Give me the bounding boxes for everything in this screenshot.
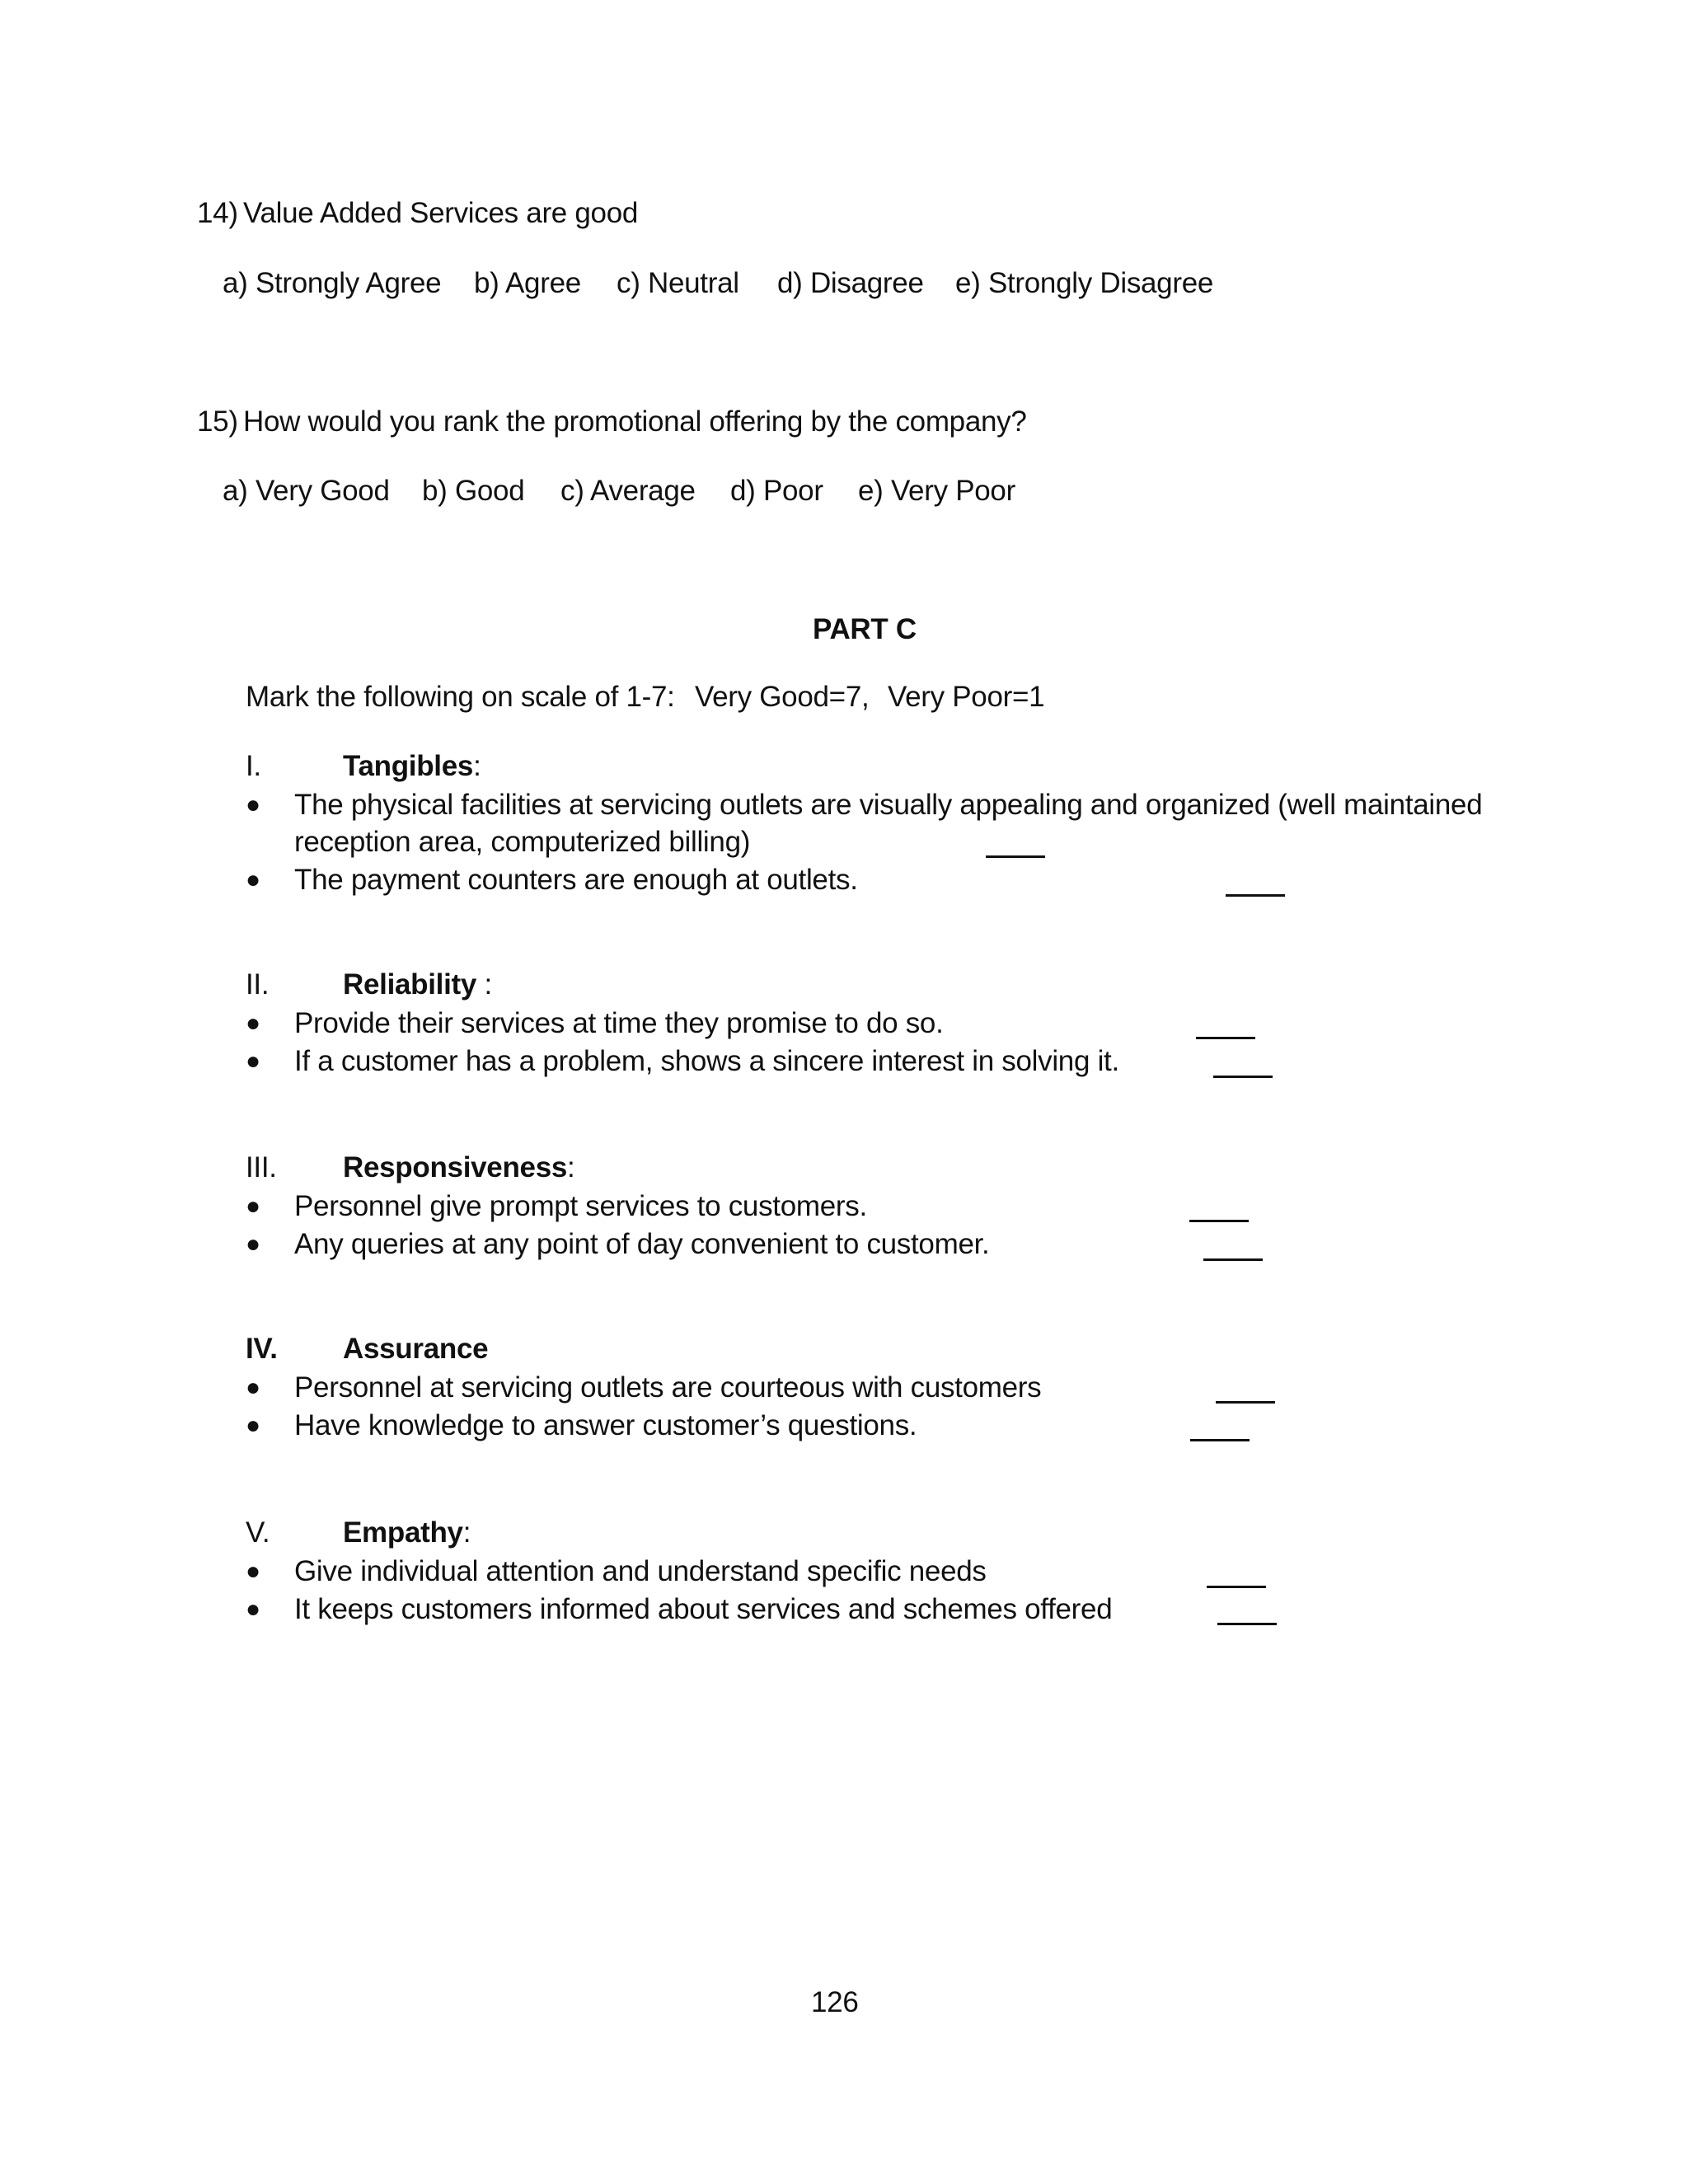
section-title: Assurance [343,1333,489,1365]
option-very-good[interactable]: a) Very Good [223,475,390,507]
item-text: If a customer has a problem, shows a sincere interest in solving it. [294,1045,1119,1077]
section-numeral: I. [246,750,261,782]
bullet-icon: ● [246,1193,261,1220]
section-numeral: V. [246,1516,270,1549]
rating-blank[interactable] [1196,1037,1255,1039]
option-average[interactable]: c) Average [560,475,696,507]
item-text: Any queries at any point of day convenient to customer. [294,1228,990,1260]
item-text: Give individual attention and understand specific needs [294,1555,987,1587]
bullet-icon: ● [246,1230,261,1258]
rating-blank[interactable] [1207,1586,1266,1588]
option-very-poor[interactable]: e) Very Poor [858,475,1015,507]
item-text: Personnel at servicing outlets are courteous with customers [294,1371,1042,1404]
bullet-icon: ● [246,1010,261,1037]
section-numeral: IV. [246,1333,278,1365]
option-good[interactable]: b) Good [422,475,525,507]
option-strongly-agree[interactable]: a) Strongly Agree [223,267,442,299]
rating-blank[interactable] [1213,1076,1273,1078]
bullet-icon: ● [246,1412,261,1439]
question-text: How would you rank the promotional offering by the company? [243,405,1027,438]
question-number: 15) [197,405,238,438]
item-text: The physical facilities at servicing outlets are visually appealing and organized (well maintained [294,789,1483,821]
option-poor[interactable]: d) Poor [730,475,823,507]
bullet-icon: ● [246,1596,261,1623]
section-numeral: III. [246,1151,277,1183]
bullet-icon: ● [246,1047,261,1075]
rating-blank[interactable] [1226,894,1285,897]
item-text: The payment counters are enough at outlets. [294,864,858,896]
rating-blank[interactable] [986,855,1045,858]
section-heading: PART C [813,613,917,645]
section-suffix: : [567,1151,575,1183]
option-disagree[interactable]: d) Disagree [777,267,924,299]
section-title: Tangibles [343,750,474,782]
item-text: Provide their services at time they promise to do so. [294,1007,944,1039]
item-text: Personnel give prompt services to customers. [294,1190,867,1222]
section-title: Reliability [343,968,477,1001]
item-text-continuation: reception area, computerized billing) [294,826,751,858]
option-strongly-disagree[interactable]: e) Strongly Disagree [955,267,1214,299]
item-text: It keeps customers informed about services and schemes offered [294,1593,1113,1625]
scale-high: Very Good=7, [695,681,870,713]
section-suffix: : [473,750,481,782]
scale-low: Very Poor=1 [888,681,1045,713]
rating-blank[interactable] [1217,1623,1277,1625]
bullet-icon: ● [246,866,261,893]
item-text: Have knowledge to answer customer’s questions. [294,1409,917,1441]
bullet-icon: ● [246,1374,261,1401]
page-number: 126 [811,1986,859,2018]
section-suffix: : [462,1516,471,1549]
section-numeral: II. [246,968,270,1001]
option-agree[interactable]: b) Agree [474,267,581,299]
bullet-icon: ● [246,791,261,818]
section-title: Empathy [343,1516,463,1549]
question-number: 14) [197,197,238,229]
section-title: Responsiveness [343,1151,568,1183]
rating-blank[interactable] [1189,1220,1249,1222]
question-text: Value Added Services are good [243,197,639,229]
instruction-text: Mark the following on scale of 1-7: [246,681,675,713]
section-suffix: : [476,968,492,1001]
option-neutral[interactable]: c) Neutral [617,267,739,299]
rating-blank[interactable] [1190,1439,1250,1441]
bullet-icon: ● [246,1558,261,1585]
rating-blank[interactable] [1216,1401,1275,1404]
rating-blank[interactable] [1203,1258,1263,1261]
